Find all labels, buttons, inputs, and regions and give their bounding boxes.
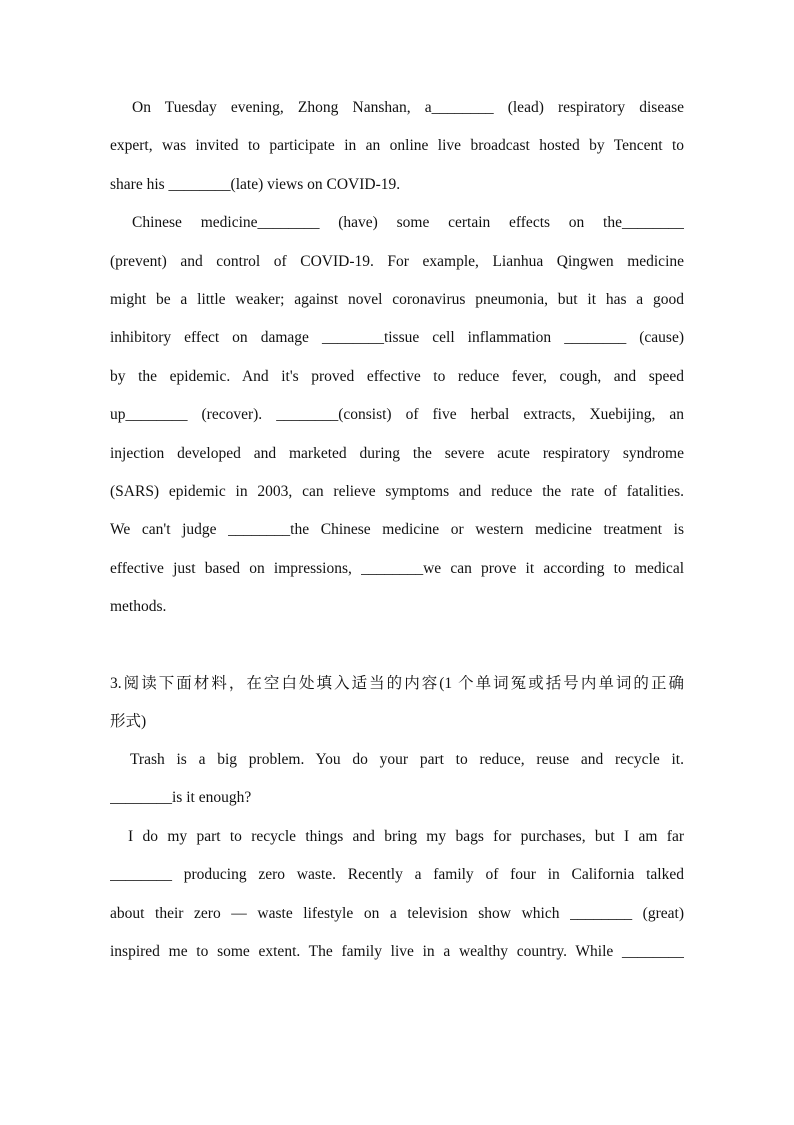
text-line: by the epidemic. And it's proved effective to reduce fever, cough, and speed bbox=[110, 367, 684, 385]
question-3-passage bbox=[110, 741, 684, 971]
text-line: effective just based on impressions, ________we can prove it according to medical bbox=[110, 559, 684, 577]
text-line: On Tuesday evening, Zhong Nanshan, a________ (lead) respiratory disease bbox=[132, 99, 684, 116]
text-line: methods. bbox=[110, 598, 167, 616]
text-line: (prevent) and control of COVID-19. For example, Lianhua Qingwen medicine bbox=[110, 252, 684, 270]
heading-line: 形式) bbox=[110, 713, 147, 731]
text-line: Chinese medicine________ (have) some certain effects on the________ bbox=[132, 214, 684, 232]
text-line: might be a little weaker; against novel coronavirus pneumonia, but it has a good bbox=[110, 290, 684, 308]
heading-line: 3.阅读下面材料，在空白处填入适当的内容(1 个单词冤或括号内单词的正确 bbox=[110, 675, 684, 692]
text-line: ________is it enough? bbox=[110, 789, 252, 807]
text-line: about their zero — waste lifestyle on a television show which ________ (great) bbox=[110, 904, 684, 922]
text-line: (SARS) epidemic in 2003, can relieve symptoms and reduce the rate of fatalities. bbox=[110, 482, 684, 500]
text-line: share his ________(late) views on COVID-19. bbox=[110, 175, 401, 193]
text-line: injection developed and marketed during the severe acute respiratory syndrome bbox=[110, 444, 684, 462]
text-line: inspired me to some extent. The family live in a wealthy country. While ________ bbox=[110, 942, 684, 960]
text-line: Trash is a big problem. You do your part to reduce, reuse and recycle it. bbox=[130, 751, 684, 768]
text-line: inhibitory effect on damage ________tissue cell inflammation ________ (cause) bbox=[110, 329, 684, 347]
text-line: We can't judge ________the Chinese medicine or western medicine treatment is bbox=[110, 521, 684, 539]
question-3-heading bbox=[110, 665, 684, 742]
text-line: I do my part to recycle things and bring my bags for purchases, but I am far bbox=[128, 827, 684, 845]
text-line: expert, was invited to participate in an online live broadcast hosted by Tencent to bbox=[110, 137, 684, 155]
text-line: ________ producing zero waste. Recently a family of four in California talked bbox=[110, 866, 684, 884]
text-line: up________ (recover). ________(consist) of five herbal extracts, Xuebijing, an bbox=[110, 406, 684, 424]
passage-1 bbox=[110, 89, 684, 626]
